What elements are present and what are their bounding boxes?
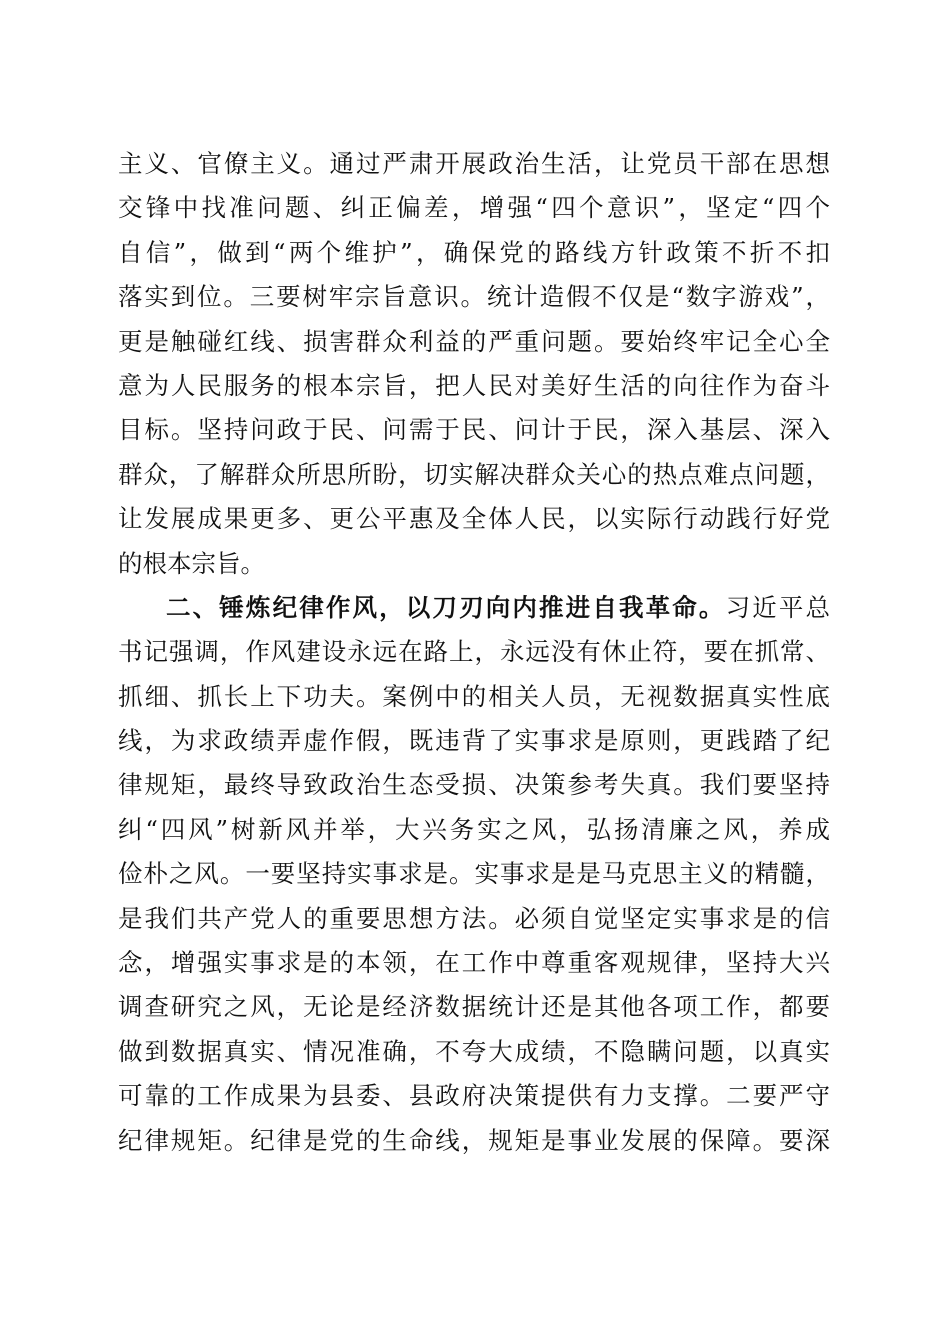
text-line: 是我们共产党人的重要思想方法。必须自觉坚定实事求是的信 <box>118 903 830 933</box>
text-line: 纠“四风”树新风并举，大兴务实之风，弘扬清廉之风，养成 <box>118 814 830 844</box>
text-line: 可靠的工作成果为县委、县政府决策提供有力支撑。二要严守 <box>118 1081 830 1111</box>
text-line: 律规矩，最终导致政治生态受损、决策参考失真。我们要坚持 <box>118 770 830 800</box>
text-line: 群众，了解群众所思所盼，切实解决群众关心的热点难点问题， <box>118 459 830 489</box>
text-line: 念，增强实事求是的本领，在工作中尊重客观规律，坚持大兴 <box>118 948 830 978</box>
text-line: 落实到位。三要树牢宗旨意识。统计造假不仅是“数字游戏”， <box>118 282 830 312</box>
text-line: 主义、官僚主义。通过严肃开展政治生活，让党员干部在思想 <box>118 149 830 178</box>
text-line: 目标。坚持问政于民、问需于民、问计于民，深入基层、深入 <box>118 415 830 445</box>
text-line: 交锋中找准问题、纠正偏差，增强“四个意识”，坚定“四个 <box>118 193 830 223</box>
paragraph-first-line <box>118 586 830 630</box>
text-line: 抓细、抓长上下功夫。案例中的相关人员，无视数据真实性底 <box>118 681 830 711</box>
text-line: 让发展成果更多、更公平惠及全体人民，以实际行动践行好党 <box>118 504 830 534</box>
text-line: 书记强调，作风建设永远在路上，永远没有休止符，要在抓常、 <box>118 637 830 667</box>
text-fragment: 习近平总 <box>725 592 830 622</box>
paragraph-2 <box>118 586 830 1163</box>
paragraph-1 <box>118 142 830 586</box>
section-heading: 二、锤炼纪律作风，以刀刃向内推进自我革命。 <box>166 592 726 622</box>
text-line: 做到数据真实、情况准确，不夸大成绩，不隐瞒问题，以真实 <box>118 1036 830 1066</box>
text-line: 的根本宗旨。 <box>118 548 265 578</box>
text-line: 更是触碰红线、损害群众利益的严重问题。要始终牢记全心全 <box>118 326 830 356</box>
text-line: 自信”，做到“两个维护”，确保党的路线方针政策不折不扣 <box>118 237 830 267</box>
text-line: 意为人民服务的根本宗旨，把人民对美好生活的向往作为奋斗 <box>118 370 830 400</box>
text-line: 调查研究之风，无论是经济数据统计还是其他各项工作，都要 <box>118 992 830 1022</box>
text-line: 纪律规矩。纪律是党的生命线，规矩是事业发展的保障。要深 <box>118 1125 830 1155</box>
text-line: 线，为求政绩弄虚作假，既违背了实事求是原则，更践踏了纪 <box>118 726 830 756</box>
text-line: 俭朴之风。一要坚持实事求是。实事求是是马克思主义的精髓， <box>118 859 830 889</box>
body-text <box>118 142 830 1163</box>
